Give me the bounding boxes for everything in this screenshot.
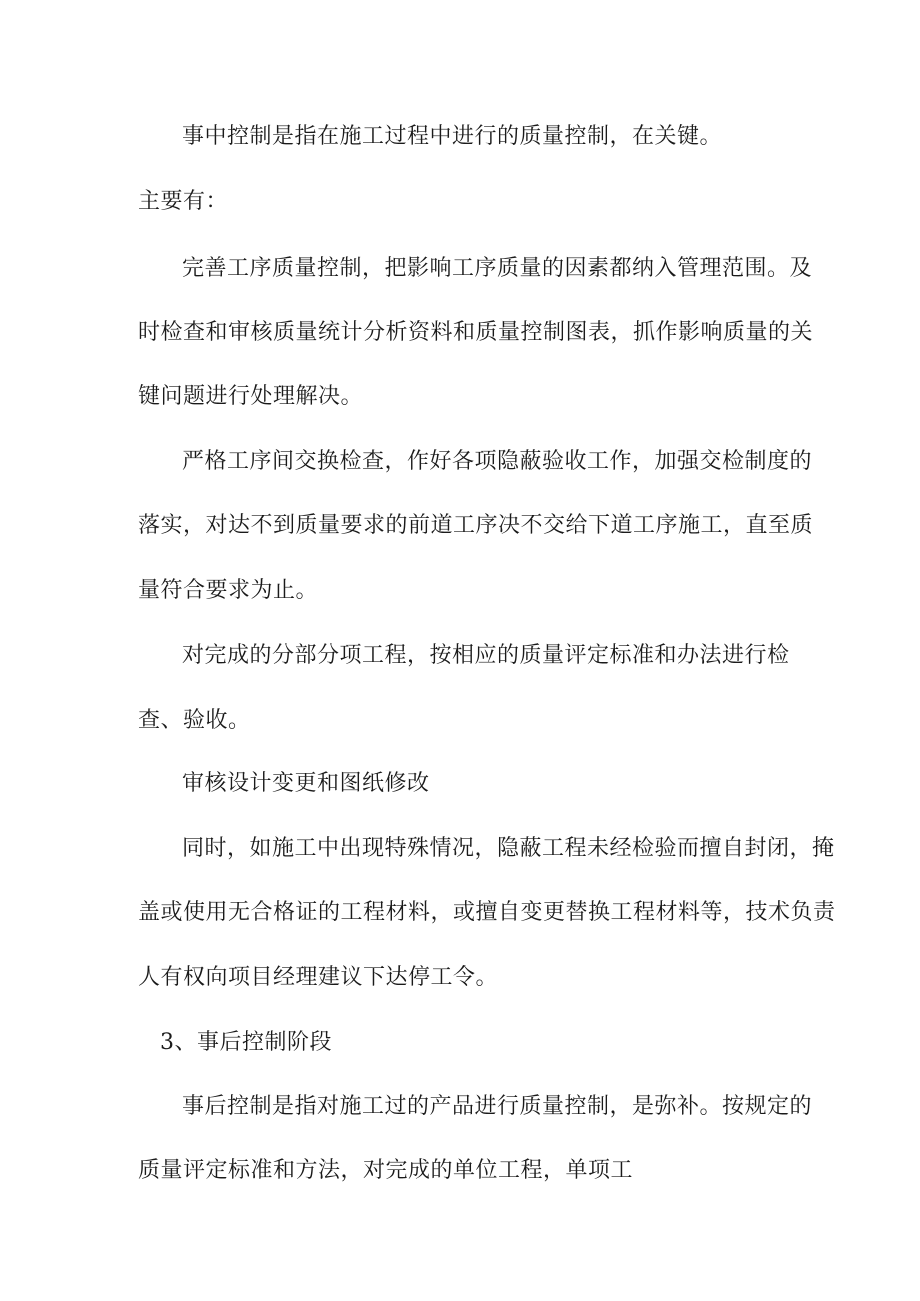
section-heading: 3、事后控制阶段 bbox=[160, 1030, 332, 1055]
paragraph-line: 事中控制是指在施工过程中进行的质量控制，在关键。 bbox=[182, 124, 723, 149]
paragraph-line: 质量评定标准和方法，对完成的单位工程，单项工 bbox=[138, 1158, 634, 1183]
paragraph-line: 完善工序质量控制，把影响工序质量的因素都纳入管理范围。及 bbox=[182, 256, 813, 281]
paragraph-line: 查、验收。 bbox=[138, 708, 251, 733]
paragraph-line: 时检查和审核质量统计分析资料和质量控制图表，抓作影响质量的关 bbox=[138, 320, 814, 345]
paragraph-line: 落实，对达不到质量要求的前道工序决不交给下道工序施工，直至质 bbox=[138, 513, 814, 538]
paragraph-heading: 审核设计变更和图纸修改 bbox=[182, 771, 430, 796]
paragraph-line: 主要有： bbox=[138, 189, 229, 214]
paragraph-line: 盖或使用无合格证的工程材料，或擅自变更替换工程材料等，技术负责 bbox=[138, 900, 836, 925]
paragraph-line: 键问题进行处理解决。 bbox=[138, 384, 364, 409]
paragraph-line: 事后控制是指对施工过的产品进行质量控制，是弥补。按规定的 bbox=[182, 1094, 813, 1119]
paragraph-line: 对完成的分部分项工程，按相应的质量评定标准和办法进行检 bbox=[182, 643, 790, 668]
paragraph-line: 严格工序间交换检查，作好各项隐蔽验收工作，加强交检制度的 bbox=[182, 449, 813, 474]
paragraph-line: 人有权向项目经理建议下达停工令。 bbox=[138, 965, 499, 990]
paragraph-line: 同时，如施工中出现特殊情况，隐蔽工程未经检验而擅自封闭，掩 bbox=[182, 836, 835, 861]
paragraph-line: 量符合要求为止。 bbox=[138, 578, 319, 603]
